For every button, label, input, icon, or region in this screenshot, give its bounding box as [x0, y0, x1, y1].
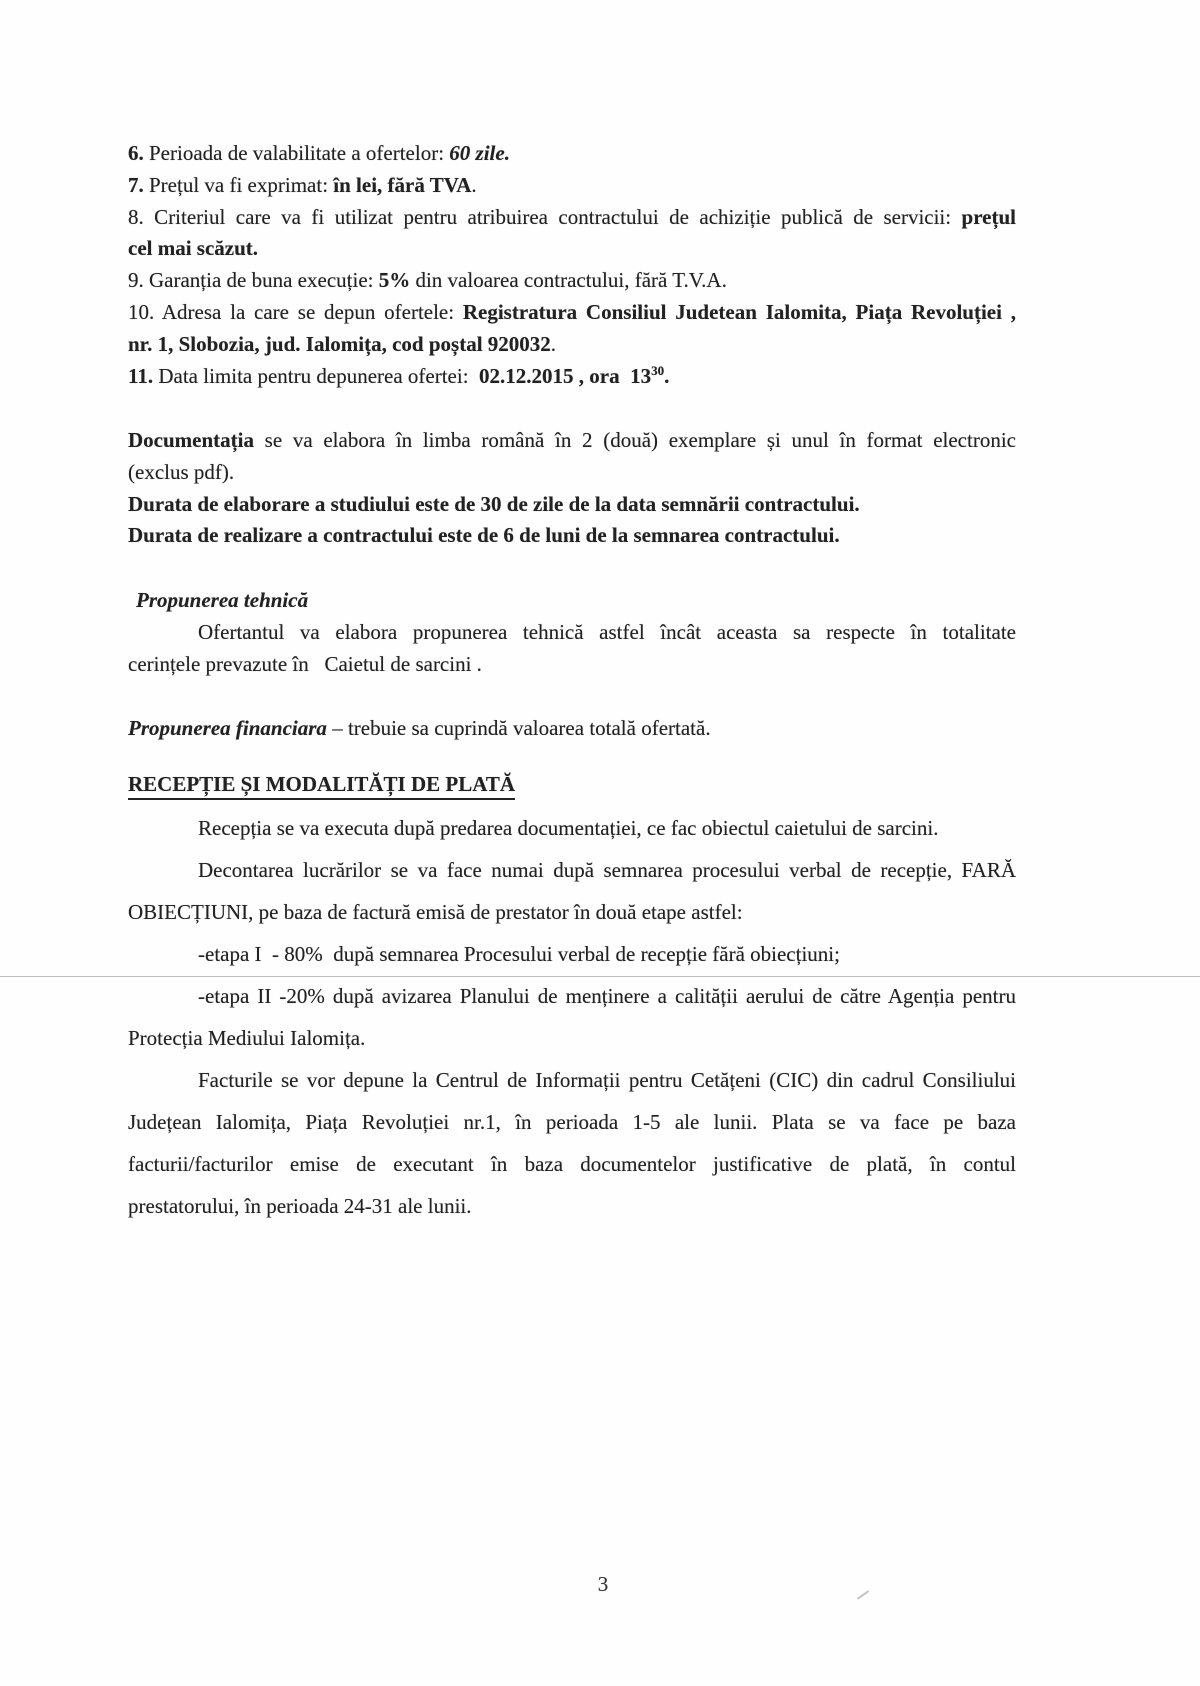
propunerea-tehnica-block — [128, 585, 1016, 680]
propunerea-financiara-block — [128, 713, 1016, 745]
list-item-8-line1: 8. Criteriul care va fi utilizat pentru atribuirea contractului de achiziție publică de servicii: prețul — [128, 204, 1016, 229]
decontarea-line2: OBIECȚIUNI, pe baza de factură emisă de prestator în două etape astfel: — [128, 900, 743, 924]
heading-block — [128, 769, 1016, 801]
facturile-line3: facturii/facturilor emise de executant în baza documentelor justificative de plată, în contul — [128, 1152, 1016, 1176]
scan-line-artifact — [0, 976, 1200, 977]
facturile-line2: Județean Ialomița, Piața Revoluției nr.1, în perioada 1-5 ale lunii. Plata se va face pe baza — [128, 1110, 1016, 1134]
etapa1-line: -etapa I - 80% după semnarea Procesului verbal de recepție fără obiecțiuni; — [198, 942, 840, 966]
durata-elaborare-line: Durata de elaborare a studiului este de 30 de zile de la data semnării contractului. — [128, 491, 860, 516]
propunerea-tehnica-title: Propunerea tehnică — [136, 588, 309, 612]
list-item-9: 9. Garanția de buna execuție: 5% din valoarea contractului, fără T.V.A. — [128, 268, 727, 293]
list-item-10-line1: 10. Adresa la care se depun ofertele: Registratura Consiliul Judetean Ialomita, Piața Revoluției , — [128, 299, 1016, 324]
etapa2-line2: Protecția Mediului Ialomița. — [128, 1026, 366, 1050]
propunerea-financiara-line: Propunerea financiara – trebuie sa cuprindă valoarea totală ofertată. — [128, 716, 711, 740]
documentatia-block — [128, 425, 1016, 552]
durata-realizare-line: Durata de realizare a contractului este de 6 de luni de la semnarea contractului. — [128, 523, 840, 548]
page-number: 3 — [597, 1572, 609, 1596]
facturile-line4: prestatorului, în perioada 24-31 ale lunii. — [128, 1194, 472, 1218]
decontarea-line1: Decontarea lucrărilor se va face numai după semnarea procesului verbal de recepție, FARĂ — [198, 858, 1016, 882]
plata-paragraphs-block — [128, 807, 1016, 1227]
propunerea-tehnica-line1: Ofertantul va elabora propunerea tehnică astfel încât aceasta sa respecte în totalitate — [198, 619, 1016, 644]
list-item-10-line2: nr. 1, Slobozia, jud. Ialomița, cod poștal 920032. — [128, 331, 557, 356]
list-item-8-line2: cel mai scăzut. — [128, 236, 259, 261]
propunerea-tehnica-line2: cerințele prevazute în Caietul de sarcini . — [128, 651, 482, 676]
section-heading: RECEPȚIE ȘI MODALITĂȚI DE PLATĂ — [128, 769, 1016, 801]
list-item-6: 6. Perioada de valabilitate a ofertelor: 60 zile. — [128, 141, 510, 165]
list-item-11: 11. Data limita pentru depunerea ofertei: 02.12.2015 , ora $13^{30}$. — [128, 362, 670, 388]
etapa2-line1: -etapa II -20% după avizarea Planului de menținere a calității aerului de către Agenția pentru — [198, 984, 1016, 1008]
list-item-7: 7. Prețul va fi exprimat: în lei, fără TVA. — [128, 172, 477, 197]
receptia-line: Recepția se va executa după predarea documentației, ce fac obiectul caietului de sarcini. — [198, 816, 939, 840]
facturile-line1: Facturile se vor depune la Centrul de Informații pentru Cetățeni (CIC) din cadrul Consiliului — [198, 1068, 1016, 1092]
documentatia-line2: (exclus pdf). — [128, 459, 235, 484]
documentatia-line1: Documentația se va elabora în limba română în 2 (două) exemplare și unul în format electronic — [128, 428, 1016, 452]
numbered-list-block — [128, 138, 1016, 392]
